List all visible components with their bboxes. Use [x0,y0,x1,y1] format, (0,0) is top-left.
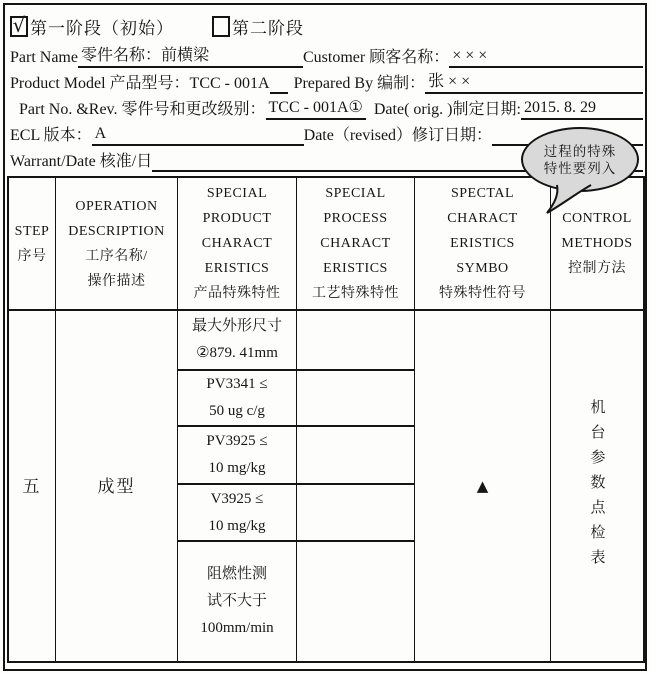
part-name-label: Part Name [10,49,78,66]
header-line: 工艺特殊特性 [312,286,399,301]
header-line: 序号 [17,248,47,264]
header-line: 特殊特性符号 [439,286,526,301]
header-line: PRODUCT [202,211,272,226]
process-characteristic-cell [297,485,415,542]
header-cell-operation [56,178,178,311]
process-characteristic-cell [297,371,415,427]
callout-tail-icon [545,184,601,216]
characteristic-line: 10 mg/kg [208,517,266,534]
header-line: METHODS [561,236,633,251]
prepared-by-value: 张 × × [425,68,643,94]
ecl-label: ECL 版本： [10,127,92,144]
symbol-cell [415,311,551,661]
stage1-label: 第一阶段（初始） [30,19,174,38]
header-line: 操作描述 [87,273,146,289]
characteristic-line: PV3925 ≤ [206,433,268,449]
characteristic-line: 阻燃性测 [206,566,267,582]
header-line: ERISTICS [323,261,388,276]
operation-value: 成型 [97,476,136,496]
characteristic-line: 10 mg/kg [208,460,266,476]
product-characteristic-cell [178,371,297,427]
header-line: SYMBO [456,261,509,276]
ecl-value: A [92,125,304,146]
header-line: DESCRIPTION [68,223,165,239]
process-characteristic-cell [297,427,415,485]
header-line: SPECTAL [450,186,515,201]
form-line-part-name [10,45,643,68]
header-cell-symbol [415,178,551,311]
callout-bubble [521,127,639,192]
stage-selection-row [10,14,641,39]
product-model-blank [270,91,288,94]
product-characteristic-cell [178,427,297,485]
callout-text-line: 过程的特殊 [543,143,617,159]
prepared-by-label: Prepared By 编制： [293,75,426,92]
characteristic-line: 100mm/min [200,620,274,636]
header-line: CHARACT [320,236,391,251]
stage1-checkbox[interactable] [10,13,28,37]
header-line: PROCESS [323,211,388,226]
control-methods-cell [551,311,643,661]
characteristic-line: ②879. 41mm [196,345,278,361]
product-model-label: Product Model 产品型号：TCC - 001A [10,75,270,92]
header-line: OPERATION [75,198,158,214]
header-line: 产品特殊特性 [193,286,281,301]
callout-text-line: 特性要列入 [543,160,617,176]
header-cell-step [9,178,56,311]
warrant-label: Warrant/Date 核准/日 [10,153,153,170]
date-revised-label: Date（revised）修订日期： [303,127,493,144]
customer-label: Customer 顾客名称： [302,49,450,66]
operation-cell [56,311,178,661]
characteristic-line: 试不大于 [206,593,267,609]
part-no-value: TCC - 001A① [266,97,366,120]
check-mark: √ [12,13,26,37]
step-cell [9,311,56,661]
header-line: CHARACT [447,211,518,226]
control-methods-value: 机台参数点检表 [588,398,605,574]
product-characteristic-cell [178,485,297,542]
customer-value: × × × [449,47,643,68]
form-line-product-model [10,71,643,94]
header-cell-product-characteristics [178,178,297,311]
characteristic-line: 50 ug c/g [209,403,265,419]
date-orig-value: 2015. 8. 29 [521,99,643,120]
header-line: ERISTICS [204,261,270,276]
process-characteristic-cell [297,311,415,371]
header-line: CONTROL [562,211,632,226]
product-characteristic-cell [178,542,297,661]
stage2-checkbox[interactable] [212,16,230,37]
header-line: 控制方法 [568,261,626,276]
header-line: SPECIAL [325,186,386,201]
product-characteristic-cell [178,311,297,371]
step-value: 五 [22,476,42,496]
header-line: ERISTICS [450,236,515,251]
header-line: STEP [14,223,50,239]
characteristic-line: V3925 ≤ [210,490,264,507]
characteristic-line: 最大外形尺寸 [191,318,282,334]
header-cell-process-characteristics [297,178,415,311]
control-plan-table [7,176,645,663]
header-line: SPECIAL [206,186,268,201]
header-line: 工序名称/ [85,248,148,264]
triangle-symbol: ▲ [476,477,489,495]
characteristic-line: PV3341 ≤ [206,376,268,392]
stage2-label: 第二阶段 [232,19,304,38]
header-line: CHARACT [201,236,273,251]
part-name-value: 零件名称：前横梁 [78,42,303,68]
part-no-label: Part No. &Rev. 零件号和更改级别： [19,101,266,118]
date-orig-label: Date( orig. )制定日期: [373,101,521,118]
form-line-part-no [10,97,643,120]
process-characteristic-cell [297,542,415,661]
